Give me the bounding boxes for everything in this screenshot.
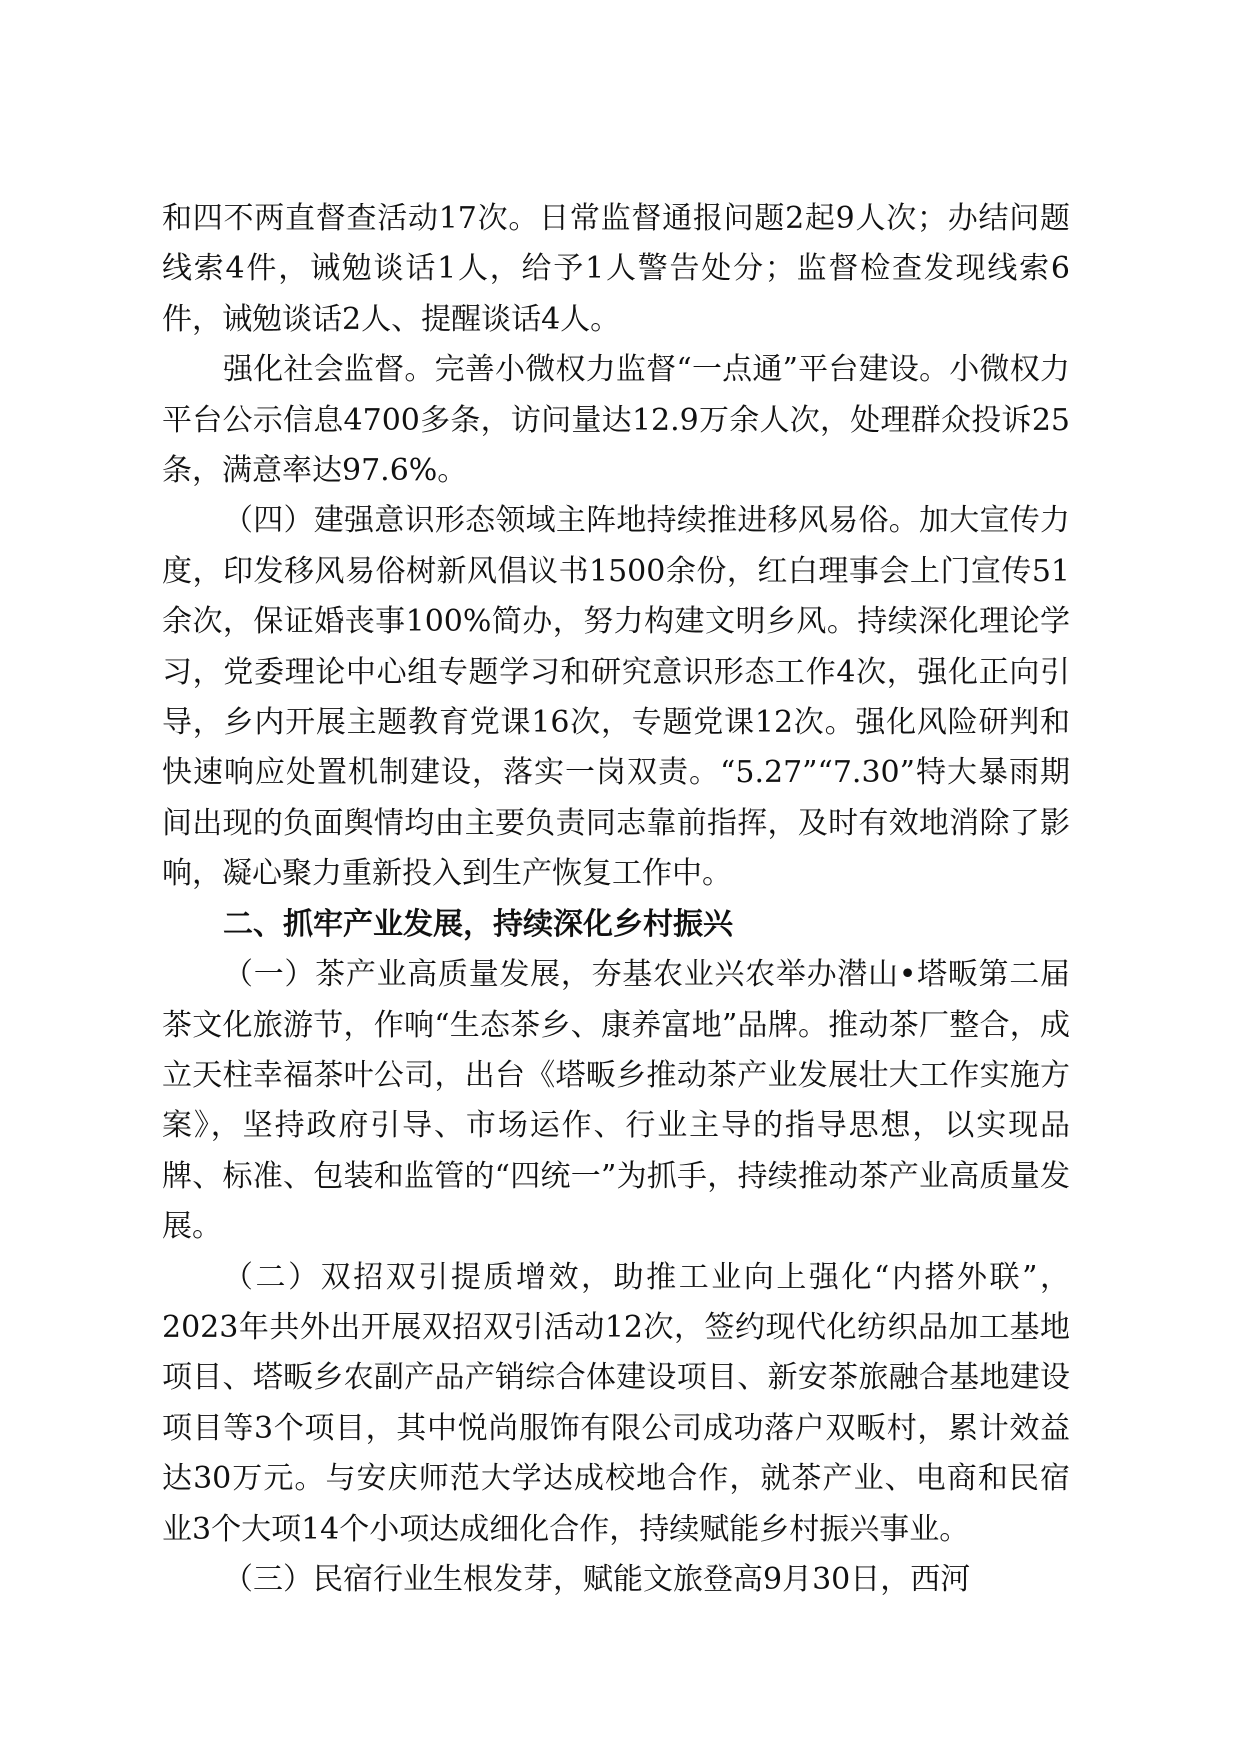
paragraph-homestay: （三）民宿行业生根发芽，赋能文旅登高9月30日，西河 bbox=[223, 1561, 971, 1597]
paragraph-social-supervision: 强化社会监督。完善小微权力监督“一点通”平台建设。小微权力平台公示信息4700多条，访问量达12.9万余人次，处理群众投诉25条，满意率达97.6%。 bbox=[162, 352, 1070, 489]
document-page bbox=[162, 194, 1070, 1605]
paragraph-supervision-continued: 和四不两直督查活动17次。日常监督通报问题2起9人次；办结问题线索4件，诫勉谈话1人，给予1人警告处分；监督检查发现线索6件，诫勉谈话2人、提醒谈话4人。 bbox=[162, 201, 1070, 337]
paragraph-investment: （二）双招双引提质增效，助推工业向上强化“内搭外联”，2023年共外出开展双招双引活动12次，签约现代化纺织品加工基地项目、塔畈乡农副产品产销综合体建设项目、新安茶旅融合基地建设项目等3个项目，其中悦尚服饰有限公司成功落户双畈村，累计效益达30万元。与安庆师范大学达成校地合作，就茶产业、电商和民宿业3个大项14个小项达成细化合作，持续赋能乡村振兴事业。 bbox=[162, 1259, 1070, 1547]
paragraph-tea-industry: （一）茶产业高质量发展，夯基农业兴农举办潜山•塔畈第二届茶文化旅游节，作响“生态茶乡、康养富地”品牌。推动茶厂整合，成立天柱幸福茶叶公司，出台《塔畈乡推动茶产业发展壮大工作实施方案》，坚持政府引导、市场运作、行业主导的指导思想，以实现品牌、标准、包装和监管的“四统一”为抓手，持续推动茶产业高质量发展。 bbox=[162, 957, 1070, 1245]
section-heading-industry: 二、抓牢产业发展，持续深化乡村振兴 bbox=[223, 906, 733, 942]
paragraph-ideology: （四）建强意识形态领域主阵地持续推进移风易俗。加大宣传力度，印发移风易俗树新风倡议书1500余份，红白理事会上门宣传51余次，保证婚丧事100%简办，努力构建文明乡风。持续深化理论学习，党委理论中心组专题学习和研究意识形态工作4次，强化正向引导，乡内开展主题教育党课16次，专题党课12次。强化风险研判和快速响应处置机制建设，落实一岗双责。“5.27”“7.30”特大暴雨期间出现的负面舆情均由主要负责同志靠前指挥，及时有效地消除了影响，凝心聚力重新投入到生产恢复工作中。 bbox=[162, 503, 1070, 892]
